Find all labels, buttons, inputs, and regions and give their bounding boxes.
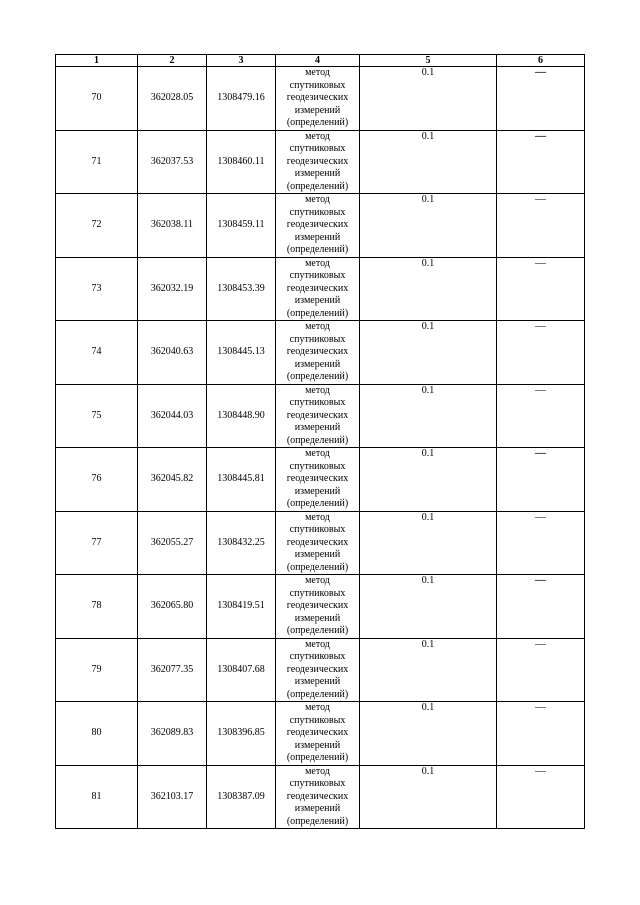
- table-row: [56, 448, 585, 512]
- note-cell: [497, 765, 585, 829]
- column-header-3: 3: [207, 55, 276, 67]
- method-text-line: измерений: [294, 549, 341, 560]
- point-number-cell: 71: [56, 130, 138, 194]
- method-text-line: геодезических: [286, 473, 349, 484]
- y-coordinate-cell: 1308445.13: [207, 321, 276, 385]
- method-text-line: спутниковых: [289, 270, 346, 281]
- point-number-cell: 79: [56, 638, 138, 702]
- y-coordinate-cell: 1308479.16: [207, 67, 276, 131]
- method-text-line: геодезических: [286, 92, 349, 103]
- method-text-line: измерений: [294, 358, 341, 370]
- method-text-line: измерений: [294, 168, 341, 179]
- x-coordinate-cell: 362089.83: [138, 702, 207, 766]
- dash-mark: —: [535, 193, 546, 205]
- table-row: [56, 702, 585, 766]
- x-coordinate-cell: 362028.05: [138, 67, 207, 131]
- method-text-line: измерений: [294, 803, 341, 814]
- accuracy-cell: 0.1: [360, 511, 497, 575]
- method-text-line: измерений: [294, 104, 341, 116]
- dash-mark: —: [535, 574, 546, 586]
- method-text-line: (определений): [286, 625, 349, 636]
- point-number-cell: 75: [56, 384, 138, 448]
- table-row: [56, 130, 585, 194]
- method-text-line: спутниковых: [289, 206, 346, 218]
- method-text-line: измерений: [294, 676, 341, 687]
- column-header-1: 1: [56, 55, 138, 67]
- y-coordinate-cell: 1308459.11: [207, 194, 276, 258]
- method-text-line: спутниковых: [289, 143, 346, 154]
- dash-mark: —: [535, 129, 546, 142]
- method-text-line: (определений): [286, 561, 349, 573]
- coordinates-table: [55, 54, 585, 829]
- accuracy-cell: 0.1: [360, 702, 497, 766]
- method-text-line: (определений): [286, 688, 349, 700]
- method-text-line: (определений): [286, 434, 349, 446]
- method-text-line: метод: [305, 638, 330, 650]
- method-text-line: геодезических: [286, 600, 349, 611]
- x-coordinate-cell: 362032.19: [138, 257, 207, 321]
- method-text-line: измерений: [294, 295, 341, 306]
- method-text-line: спутниковых: [289, 651, 346, 662]
- method-text-line: спутниковых: [289, 778, 346, 789]
- method-text-line: спутниковых: [289, 714, 346, 726]
- point-number-cell: 77: [56, 511, 138, 575]
- y-coordinate-cell: 1308407.68: [207, 638, 276, 702]
- method-text-line: метод: [305, 130, 330, 142]
- point-number-cell: 78: [56, 575, 138, 639]
- table-row: [56, 765, 585, 829]
- x-coordinate-cell: 362040.63: [138, 321, 207, 385]
- point-number-cell: 81: [56, 765, 138, 829]
- column-header-4: 4: [276, 55, 360, 67]
- note-cell: [497, 384, 585, 448]
- column-header-5: 5: [360, 55, 497, 67]
- y-coordinate-cell: 1308445.81: [207, 448, 276, 512]
- point-number-cell: 80: [56, 702, 138, 766]
- dash-mark: —: [535, 447, 546, 459]
- dash-mark: —: [535, 764, 546, 777]
- method-cell: [276, 575, 360, 639]
- x-coordinate-cell: 362103.17: [138, 765, 207, 829]
- y-coordinate-cell: 1308387.09: [207, 765, 276, 829]
- method-text-line: измерений: [294, 612, 341, 624]
- table-row: [56, 257, 585, 321]
- method-text-line: спутниковых: [289, 460, 346, 472]
- x-coordinate-cell: 362037.53: [138, 130, 207, 194]
- method-cell: [276, 448, 360, 512]
- method-text-line: спутниковых: [289, 587, 346, 599]
- note-cell: [497, 511, 585, 575]
- method-text-line: (определений): [286, 117, 349, 128]
- table-row: [56, 194, 585, 258]
- method-text-line: (определений): [286, 498, 349, 509]
- note-cell: [497, 638, 585, 702]
- note-cell: [497, 257, 585, 321]
- dash-mark: —: [535, 320, 546, 332]
- method-text-line: (определений): [286, 180, 349, 192]
- y-coordinate-cell: 1308396.85: [207, 702, 276, 766]
- point-number-cell: 76: [56, 448, 138, 512]
- method-text-line: метод: [305, 575, 330, 586]
- accuracy-cell: 0.1: [360, 765, 497, 829]
- method-text-line: (определений): [286, 307, 349, 319]
- table-row: [56, 321, 585, 385]
- x-coordinate-cell: 362055.27: [138, 511, 207, 575]
- x-coordinate-cell: 362038.11: [138, 194, 207, 258]
- y-coordinate-cell: 1308460.11: [207, 130, 276, 194]
- method-text-line: геодезических: [286, 727, 349, 738]
- method-text-line: (определений): [286, 752, 349, 763]
- table-body: [56, 67, 585, 829]
- column-header-6: 6: [497, 55, 585, 67]
- accuracy-cell: 0.1: [360, 321, 497, 385]
- method-text-line: измерений: [294, 739, 341, 751]
- method-text-line: измерений: [294, 231, 341, 243]
- method-cell: [276, 702, 360, 766]
- note-cell: [497, 194, 585, 258]
- method-text-line: метод: [305, 384, 330, 396]
- note-cell: [497, 130, 585, 194]
- x-coordinate-cell: 362077.35: [138, 638, 207, 702]
- method-text-line: геодезических: [286, 409, 349, 421]
- y-coordinate-cell: 1308448.90: [207, 384, 276, 448]
- method-cell: [276, 194, 360, 258]
- accuracy-cell: 0.1: [360, 384, 497, 448]
- note-cell: [497, 702, 585, 766]
- accuracy-cell: 0.1: [360, 638, 497, 702]
- method-cell: [276, 638, 360, 702]
- method-cell: [276, 384, 360, 448]
- method-text-line: геодезических: [286, 219, 349, 230]
- method-text-line: геодезических: [286, 282, 349, 294]
- method-text-line: метод: [305, 448, 330, 459]
- method-cell: [276, 511, 360, 575]
- x-coordinate-cell: 362044.03: [138, 384, 207, 448]
- method-cell: [276, 321, 360, 385]
- method-text-line: спутниковых: [289, 333, 346, 345]
- method-text-line: геодезических: [286, 155, 349, 167]
- accuracy-cell: 0.1: [360, 130, 497, 194]
- method-text-line: геодезических: [286, 346, 349, 357]
- method-cell: [276, 67, 360, 131]
- accuracy-cell: 0.1: [360, 67, 497, 131]
- table-row: [56, 384, 585, 448]
- table-row: [56, 638, 585, 702]
- y-coordinate-cell: 1308419.51: [207, 575, 276, 639]
- y-coordinate-cell: 1308453.39: [207, 257, 276, 321]
- method-text-line: спутниковых: [289, 79, 346, 91]
- note-cell: [497, 67, 585, 131]
- note-cell: [497, 575, 585, 639]
- dash-mark: —: [535, 383, 546, 396]
- method-text-line: (определений): [286, 244, 349, 255]
- table-header-row: [56, 55, 585, 67]
- dash-mark: —: [535, 701, 546, 713]
- table-row: [56, 575, 585, 639]
- method-text-line: спутниковых: [289, 524, 346, 535]
- method-text-line: спутниковых: [289, 397, 346, 408]
- method-cell: [276, 765, 360, 829]
- dash-mark: —: [535, 66, 546, 78]
- method-text-line: метод: [305, 194, 330, 205]
- point-number-cell: 73: [56, 257, 138, 321]
- method-text-line: метод: [305, 321, 330, 332]
- method-text-line: метод: [305, 702, 330, 713]
- dash-mark: —: [535, 510, 546, 523]
- point-number-cell: 70: [56, 67, 138, 131]
- y-coordinate-cell: 1308432.25: [207, 511, 276, 575]
- method-text-line: (определений): [286, 815, 349, 827]
- column-header-2: 2: [138, 55, 207, 67]
- method-cell: [276, 257, 360, 321]
- method-text-line: метод: [305, 511, 330, 523]
- method-text-line: геодезических: [286, 663, 349, 675]
- method-text-line: метод: [305, 67, 330, 78]
- accuracy-cell: 0.1: [360, 194, 497, 258]
- dash-mark: —: [535, 256, 546, 269]
- method-text-line: (определений): [286, 371, 349, 382]
- x-coordinate-cell: 362045.82: [138, 448, 207, 512]
- dash-mark: —: [535, 637, 546, 650]
- accuracy-cell: 0.1: [360, 575, 497, 639]
- method-text-line: геодезических: [286, 536, 349, 548]
- method-text-line: геодезических: [286, 790, 349, 802]
- x-coordinate-cell: 362065.80: [138, 575, 207, 639]
- accuracy-cell: 0.1: [360, 257, 497, 321]
- accuracy-cell: 0.1: [360, 448, 497, 512]
- method-text-line: измерений: [294, 485, 341, 497]
- method-text-line: метод: [305, 765, 330, 777]
- method-text-line: измерений: [294, 422, 341, 433]
- note-cell: [497, 448, 585, 512]
- point-number-cell: 74: [56, 321, 138, 385]
- method-cell: [276, 130, 360, 194]
- point-number-cell: 72: [56, 194, 138, 258]
- table-row: [56, 67, 585, 131]
- table-row: [56, 511, 585, 575]
- note-cell: [497, 321, 585, 385]
- method-text-line: метод: [305, 257, 330, 269]
